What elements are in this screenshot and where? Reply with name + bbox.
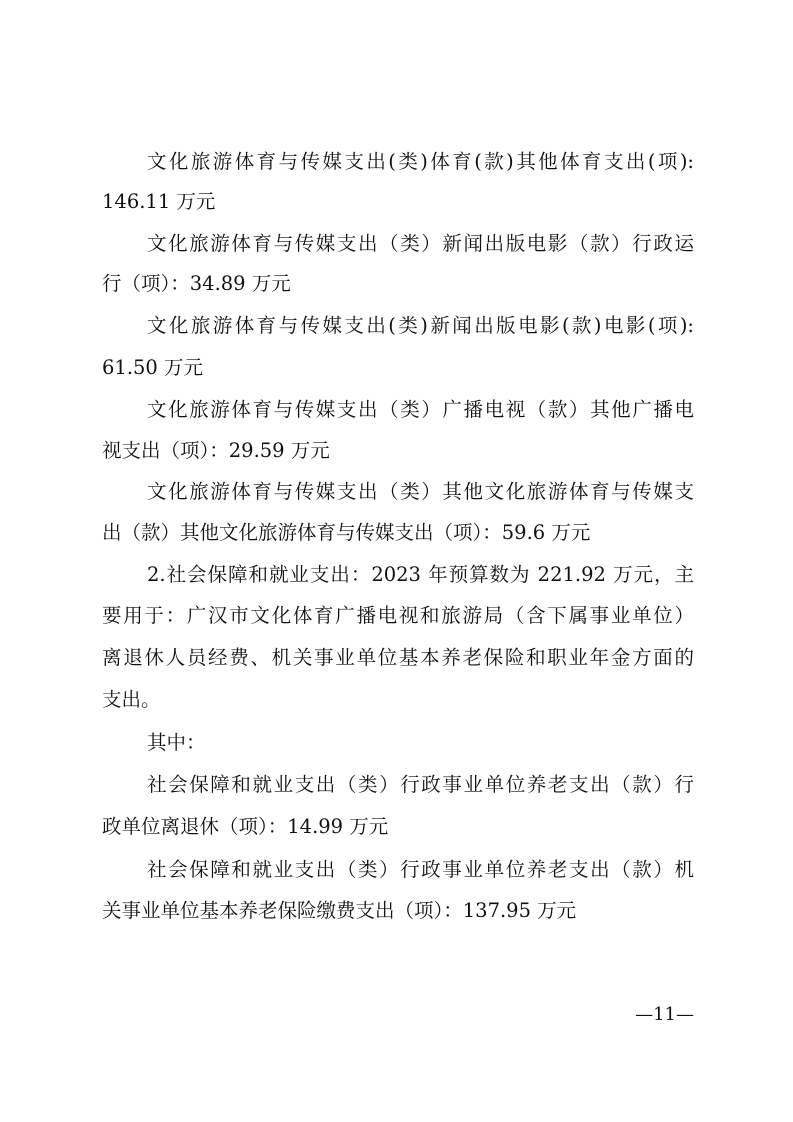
body-text-line: 文化旅游体育与传媒支出(类)体育(款)其他体育支出(项): (147, 150, 694, 173)
body-text-line: 离退休人员经费、机关事业单位基本养老保险和职业年金方面的 (102, 646, 694, 669)
body-text-line: 社会保障和就业支出（类）行政事业单位养老支出（款）行 (147, 773, 694, 796)
body-text-line: 关事业单位基本养老保险缴费支出（项）：137.95 万元 (102, 899, 577, 922)
body-text-line: 146.11 万元 (102, 190, 216, 213)
body-text-line: 视支出（项）：29.59 万元 (102, 439, 330, 462)
body-text-line: 文化旅游体育与传媒支出(类)新闻出版电影(款)电影(项): (147, 314, 694, 337)
section-heading-text: 2.社会保障和就业支出：2023 年预算数为 221.92 万元，主 (147, 563, 694, 586)
body-text-line: 文化旅游体育与传媒支出（类）其他文化旅游体育与传媒支 (147, 480, 694, 503)
body-text-line: 文化旅游体育与传媒支出（类）新闻出版电影（款）行政运 (147, 232, 694, 255)
body-text-line: 出（款）其他文化旅游体育与传媒支出（项）：59.6 万元 (102, 521, 591, 544)
body-text-line: 政单位离退休（项）：14.99 万元 (102, 815, 389, 838)
body-text-line: 61.50 万元 (102, 356, 204, 379)
body-text-line: 文化旅游体育与传媒支出（类）广播电视（款）其他广播电 (147, 398, 694, 421)
body-text-line: 行（项）：34.89 万元 (102, 272, 291, 295)
body-text-line: 要用于：广汉市文化体育广播电视和旅游局（含下属事业单位） (102, 604, 694, 627)
body-text-line: 社会保障和就业支出（类）行政事业单位养老支出（款）机 (147, 858, 694, 881)
body-text-line: 其中： (147, 731, 206, 754)
page-number: —11— (635, 1004, 694, 1025)
body-text-line: 支出。 (102, 688, 161, 711)
